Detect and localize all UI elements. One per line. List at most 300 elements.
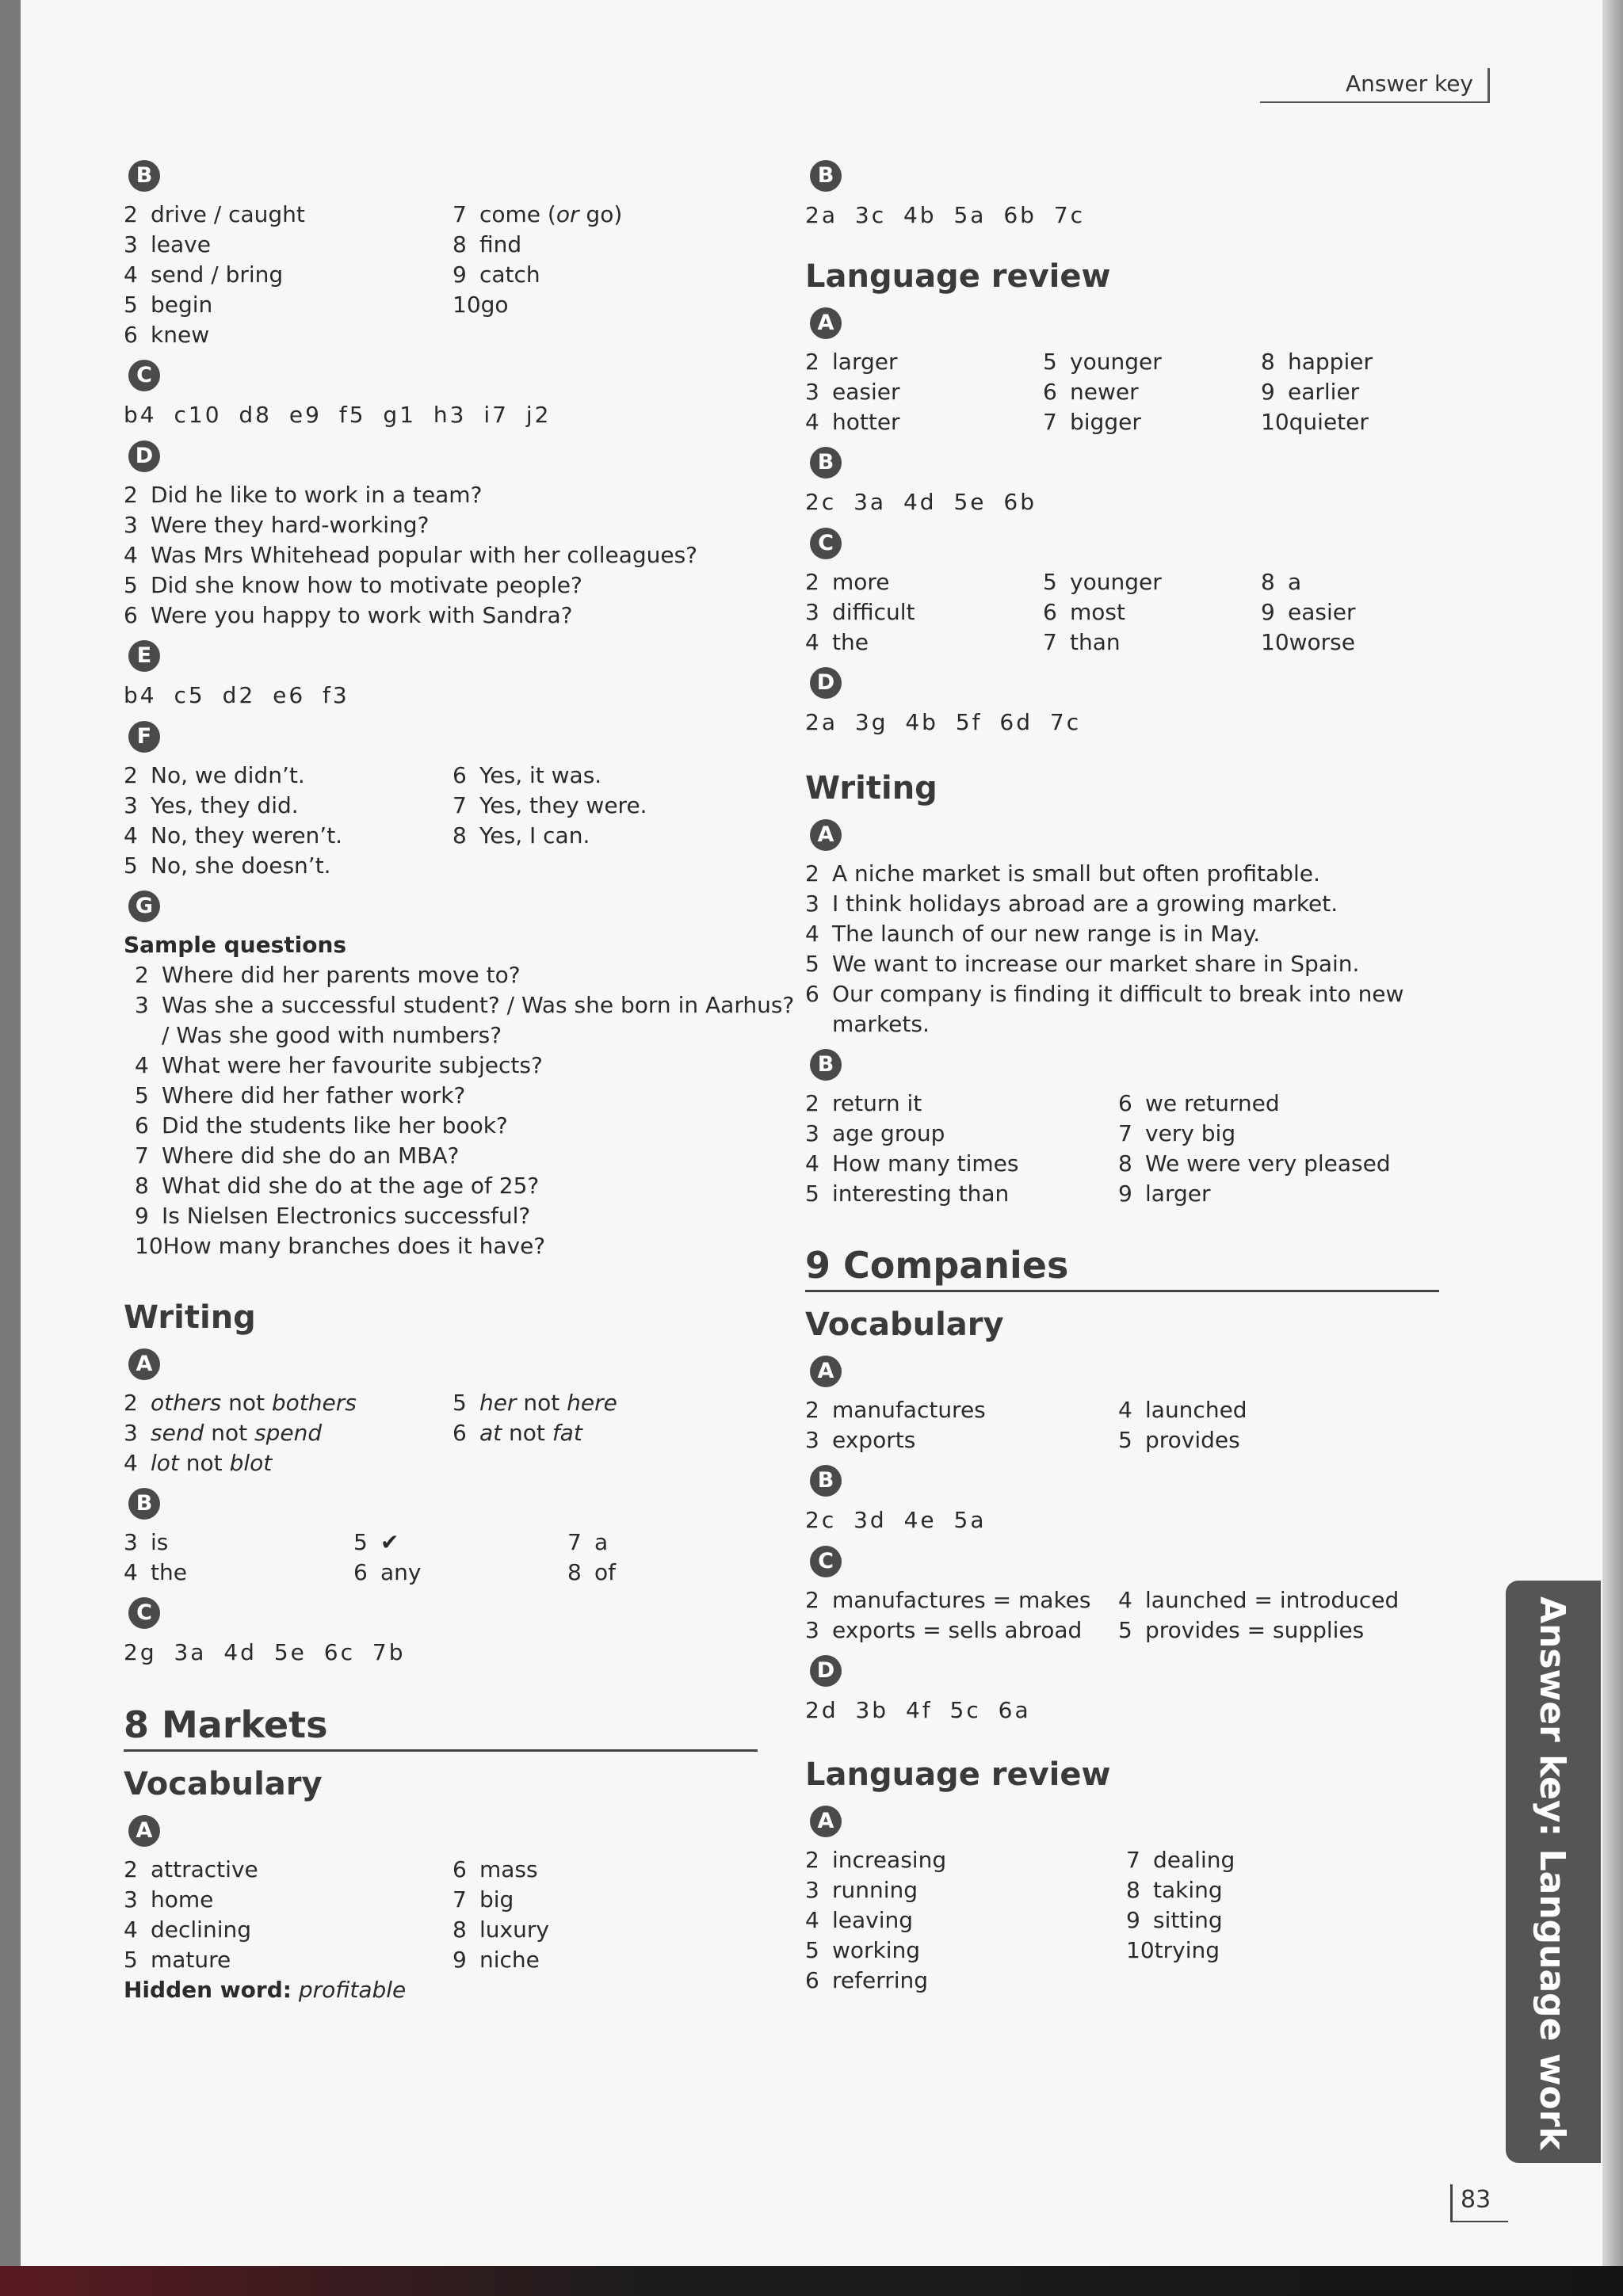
answer-line xyxy=(135,1231,758,1261)
subheading: Sample questions xyxy=(124,932,347,958)
item-number: 2 xyxy=(124,201,138,227)
exercise-marker: F xyxy=(128,721,160,753)
item-number: 9 xyxy=(453,261,467,288)
answer-line xyxy=(805,889,1439,919)
item-number: 9 xyxy=(135,1203,149,1229)
writing-a-grid xyxy=(124,1388,758,1478)
answer-text: / Was she good with numbers? xyxy=(162,1022,502,1048)
answer-text: a xyxy=(594,1529,609,1555)
answer-text: taking xyxy=(1153,1877,1223,1903)
answer-text: is xyxy=(151,1529,169,1555)
item-number: 7 xyxy=(567,1529,582,1555)
answer-line xyxy=(135,960,758,990)
writing-b-grid xyxy=(805,1089,1439,1209)
answer-line xyxy=(453,1915,758,1945)
answer-text: What did she do at the age of 25? xyxy=(162,1173,540,1199)
exercise-marker: A xyxy=(810,819,842,851)
unit-heading: 8 Markets xyxy=(124,1700,758,1752)
right-column xyxy=(805,151,1439,1996)
item-number: 3 xyxy=(124,792,138,818)
exercise-f-grid xyxy=(124,761,758,881)
answer-text: exports = sells abroad xyxy=(832,1617,1083,1643)
item-number: 4 xyxy=(805,1907,819,1933)
item-number: 5 xyxy=(124,852,138,879)
item-number: 4 xyxy=(1118,1587,1132,1613)
answer-line xyxy=(1118,1149,1439,1179)
item-number: 4 xyxy=(124,1450,138,1476)
item-number: 2 xyxy=(805,1090,819,1116)
hidden-word-value: profitable xyxy=(298,1977,407,2003)
answer-text: niche xyxy=(479,1947,540,1973)
answer-text: No, we didn’t. xyxy=(151,762,305,788)
item-number: 5 xyxy=(1043,349,1057,375)
answer-text: Our company is finding it difficult to break into new xyxy=(832,981,1404,1007)
answer-column xyxy=(453,200,758,350)
item-number: 8 xyxy=(1126,1877,1140,1903)
answer-text: return it xyxy=(832,1090,922,1116)
answer-line xyxy=(1118,1585,1439,1615)
answer-text: worse xyxy=(1289,629,1355,655)
answer-line xyxy=(124,791,453,821)
item-number: 7 xyxy=(135,1142,149,1169)
item-number: 4 xyxy=(1118,1397,1132,1423)
answer-line xyxy=(805,347,1043,377)
answer-line xyxy=(453,200,758,230)
answer-text: big xyxy=(479,1886,514,1913)
side-tab xyxy=(1506,1581,1601,2163)
item-number: 5 xyxy=(805,1937,819,1963)
item-number: 7 xyxy=(1126,1847,1140,1873)
answer-line xyxy=(135,1141,758,1171)
answer-list xyxy=(124,480,758,631)
answer-line xyxy=(135,1111,758,1141)
item-number: 8 xyxy=(1261,569,1275,595)
answer-line xyxy=(567,1558,758,1588)
inline-answers: 2a 3g 4b 5f 6d 7c xyxy=(805,709,1082,735)
answer-line xyxy=(805,859,1439,889)
answer-line xyxy=(1126,1905,1439,1936)
exercise-marker: C xyxy=(128,1597,160,1629)
answer-line xyxy=(1126,1845,1439,1875)
separator-word: not xyxy=(228,1390,265,1416)
answer-column xyxy=(567,1527,758,1588)
item-number: 7 xyxy=(1118,1120,1132,1146)
answer-line xyxy=(805,1845,1126,1875)
vocab-a-grid xyxy=(805,1395,1439,1455)
wrong-word: here xyxy=(567,1390,617,1416)
vocab-c-grid xyxy=(805,1585,1439,1646)
exercise-marker: C xyxy=(810,1546,842,1577)
answer-column xyxy=(124,1527,353,1588)
answer-text: drive / caught xyxy=(151,201,305,227)
answer-text: luxury xyxy=(479,1917,549,1943)
item-number: 3 xyxy=(124,1529,138,1555)
answer-text: We were very pleased xyxy=(1145,1150,1391,1177)
item-number: 9 xyxy=(1261,379,1275,405)
lang-review-a-grid xyxy=(805,1845,1439,1996)
answer-line xyxy=(453,1945,758,1975)
answer-column xyxy=(453,761,758,881)
answer-text: of xyxy=(594,1559,616,1585)
correct-word: send xyxy=(151,1420,204,1446)
item-number: 4 xyxy=(124,1917,138,1943)
answer-line xyxy=(805,407,1043,437)
answer-text: send / bring xyxy=(151,261,284,288)
answer-text: Yes, they did. xyxy=(151,792,299,818)
answer-text: knew xyxy=(151,322,210,348)
answer-line xyxy=(1261,567,1439,597)
vocab-a-grid xyxy=(124,1855,758,1975)
answer-text: We want to increase our market share in Spain. xyxy=(832,951,1360,977)
lang-review-c-grid xyxy=(805,567,1439,658)
answer-text: No, she doesn’t. xyxy=(151,852,331,879)
item-number: 2 xyxy=(805,1397,819,1423)
answer-column xyxy=(453,1855,758,1975)
item-number: 3 xyxy=(805,599,819,625)
answer-text: Where did her father work? xyxy=(162,1082,466,1108)
answer-line xyxy=(124,1558,353,1588)
item-number: 3 xyxy=(124,1420,138,1446)
answer-line xyxy=(805,1179,1118,1209)
answer-text: home xyxy=(151,1886,214,1913)
answer-line xyxy=(805,1119,1118,1149)
unit-heading: 9 Companies xyxy=(805,1241,1439,1292)
answer-text: launched xyxy=(1145,1397,1247,1423)
answer-line xyxy=(1118,1089,1439,1119)
answer-text: running xyxy=(832,1877,918,1903)
answer-line xyxy=(805,567,1043,597)
answer-column xyxy=(1126,1845,1439,1996)
answer-text: Were you happy to work with Sandra? xyxy=(151,602,573,628)
answer-line xyxy=(135,1020,758,1051)
answer-line xyxy=(124,851,453,881)
answer-line xyxy=(353,1527,567,1558)
answer-column xyxy=(1043,347,1261,437)
item-number: 5 xyxy=(135,1082,149,1108)
item-number: 5 xyxy=(805,1180,819,1207)
answer-line xyxy=(124,1855,453,1885)
answer-text: dealing xyxy=(1153,1847,1235,1873)
item-number: 2 xyxy=(124,762,138,788)
answer-text: declining xyxy=(151,1917,251,1943)
left-column xyxy=(124,151,795,2005)
answer-text: How many branches does it have? xyxy=(162,1233,546,1259)
wrong-word: bothers xyxy=(271,1390,357,1416)
answer-text: launched = introduced xyxy=(1145,1587,1400,1613)
answer-line xyxy=(1118,1615,1439,1646)
item-number: 5 xyxy=(1118,1427,1132,1453)
item-number: 2 xyxy=(124,482,138,508)
inline-answers: b4 c5 d2 e6 f3 xyxy=(124,682,349,708)
item-number: 5 xyxy=(124,292,138,318)
answer-line xyxy=(805,627,1043,658)
answer-text: provides = supplies xyxy=(1145,1617,1365,1643)
answer-line xyxy=(805,1089,1118,1119)
answer-line xyxy=(124,1885,453,1915)
item-number: 5 xyxy=(124,572,138,598)
separator-word: not xyxy=(185,1450,223,1476)
item-number: 7 xyxy=(453,792,467,818)
answer-text: very big xyxy=(1145,1120,1236,1146)
item-number: 8 xyxy=(567,1559,582,1585)
item-number: 3 xyxy=(124,1886,138,1913)
item-number: 4 xyxy=(124,542,138,568)
item-number: 6 xyxy=(805,1967,819,1993)
answer-line xyxy=(805,919,1439,949)
answer-text: the xyxy=(151,1559,187,1585)
answer-line xyxy=(124,290,453,320)
answer-list xyxy=(124,960,795,1261)
answer-text: Were they hard-working? xyxy=(151,512,430,538)
page-edge-shadow xyxy=(1602,0,1623,2266)
exercise-marker: A xyxy=(810,307,842,339)
exercise-marker: C xyxy=(810,528,842,559)
hidden-word-label: Hidden word: xyxy=(124,1977,292,2003)
item-number: 5 xyxy=(453,1390,467,1416)
answer-line xyxy=(453,1855,758,1885)
answer-text: catch xyxy=(479,261,540,288)
answer-line xyxy=(124,1915,453,1945)
answer-line xyxy=(453,1418,758,1448)
answer-line xyxy=(805,1009,1439,1039)
answer-column xyxy=(1118,1585,1439,1646)
answer-column xyxy=(1043,567,1261,658)
answer-text: ✔ xyxy=(380,1529,399,1555)
answer-line xyxy=(1118,1179,1439,1209)
answer-line xyxy=(453,1388,758,1418)
correct-word: lot xyxy=(151,1450,179,1476)
answer-text: provides xyxy=(1145,1427,1240,1453)
answer-line xyxy=(124,1388,453,1418)
writing-b-grid xyxy=(124,1527,758,1588)
side-tab-label: Answer key: Language work xyxy=(1532,1596,1572,2150)
item-number: 6 xyxy=(353,1559,368,1585)
answer-text: happier xyxy=(1288,349,1373,375)
exercise-marker: B xyxy=(810,447,842,479)
item-number: 4 xyxy=(805,921,819,947)
answer-line xyxy=(453,791,758,821)
answer-text: larger xyxy=(1145,1180,1211,1207)
section-heading: Writing xyxy=(124,1299,256,1336)
answer-line xyxy=(805,1585,1118,1615)
answer-text: Was Mrs Whitehead popular with her colleagues? xyxy=(151,542,698,568)
answer-text: most xyxy=(1070,599,1125,625)
answer-column xyxy=(805,1845,1126,1996)
item-number: 4 xyxy=(805,1150,819,1177)
answer-text: find xyxy=(479,231,522,257)
item-number: 3 xyxy=(124,512,138,538)
answer-line xyxy=(353,1558,567,1588)
item-number: 10 xyxy=(453,292,481,318)
answer-text: younger xyxy=(1070,569,1162,595)
answer-line xyxy=(124,1448,453,1478)
answer-text: hotter xyxy=(832,409,900,435)
section-heading: Writing xyxy=(805,770,938,807)
answer-line xyxy=(805,1936,1126,1966)
answer-line xyxy=(135,1201,758,1231)
answer-text: Is Nielsen Electronics successful? xyxy=(162,1203,531,1229)
answer-text: No, they weren’t. xyxy=(151,822,343,849)
item-number: 6 xyxy=(1118,1090,1132,1116)
item-number: 10 xyxy=(135,1233,163,1259)
answer-line xyxy=(1043,597,1261,627)
answer-line xyxy=(453,290,758,320)
item-number: 9 xyxy=(1126,1907,1140,1933)
exercise-marker: B xyxy=(810,1465,842,1497)
separator-word: not xyxy=(211,1420,248,1446)
item-number: 6 xyxy=(453,762,467,788)
item-number: 2 xyxy=(124,1390,138,1416)
answer-line xyxy=(135,1081,758,1111)
answer-text: larger xyxy=(832,349,898,375)
exercise-marker: B xyxy=(810,1049,842,1081)
item-number: 7 xyxy=(453,201,467,227)
correct-word: at xyxy=(479,1420,502,1446)
answer-line xyxy=(1118,1119,1439,1149)
answer-text: Where did her parents move to? xyxy=(162,962,521,988)
hidden-word-line xyxy=(124,1975,758,2005)
answer-line xyxy=(135,1171,758,1201)
exercise-marker: A xyxy=(810,1806,842,1837)
answer-line xyxy=(805,1395,1118,1425)
answer-line xyxy=(124,510,758,540)
item-number: 6 xyxy=(805,981,819,1007)
answer-line xyxy=(124,320,453,350)
answer-column xyxy=(124,761,453,881)
answer-line xyxy=(805,1149,1118,1179)
answer-line xyxy=(1261,407,1439,437)
item-number: 8 xyxy=(453,822,467,849)
item-number: 10 xyxy=(1126,1937,1155,1963)
answer-line xyxy=(1043,377,1261,407)
item-number: 5 xyxy=(124,1947,138,1973)
inline-answers: 2c 3d 4e 5a xyxy=(805,1507,987,1533)
answer-column xyxy=(805,567,1043,658)
answer-text: I think holidays abroad are a growing market. xyxy=(832,891,1338,917)
answer-text: mass xyxy=(479,1856,538,1882)
answer-text: a xyxy=(1288,569,1302,595)
item-number: 4 xyxy=(124,261,138,288)
item-number: 5 xyxy=(1118,1617,1132,1643)
exercise-marker: A xyxy=(128,1815,160,1847)
inline-answers: 2d 3b 4f 5c 6a xyxy=(805,1697,1031,1723)
separator-word: not xyxy=(509,1420,545,1446)
answer-line xyxy=(1261,597,1439,627)
answer-column xyxy=(1118,1395,1439,1455)
answer-line xyxy=(805,1905,1126,1936)
item-number: 8 xyxy=(1261,349,1275,375)
answer-line xyxy=(124,200,453,230)
answer-text: A niche market is small but often profitable. xyxy=(832,860,1320,887)
inline-answers: b4 c10 d8 e9 f5 g1 h3 i7 j2 xyxy=(124,402,552,428)
answer-text: trying xyxy=(1154,1937,1220,1963)
answer-line xyxy=(805,1966,1126,1996)
answer-text: manufactures xyxy=(832,1397,986,1423)
item-number: 3 xyxy=(805,1617,819,1643)
item-number: 5 xyxy=(1043,569,1057,595)
item-number: 8 xyxy=(1118,1150,1132,1177)
item-number: 2 xyxy=(805,349,819,375)
inline-answers: 2g 3a 4d 5e 6c 7b xyxy=(124,1639,406,1665)
answer-line xyxy=(453,230,758,260)
inline-answers: 2a 3c 4b 5a 6b 7c xyxy=(805,202,1086,228)
correct-word: others xyxy=(151,1390,222,1416)
item-number: 2 xyxy=(805,569,819,595)
answer-line xyxy=(805,1425,1118,1455)
answer-line xyxy=(1118,1395,1439,1425)
item-number: 3 xyxy=(805,1877,819,1903)
answer-text: age group xyxy=(832,1120,945,1146)
item-number: 6 xyxy=(1043,599,1057,625)
wrong-word: spend xyxy=(254,1420,323,1446)
section-heading: Vocabulary xyxy=(124,1766,323,1802)
answer-line xyxy=(1043,407,1261,437)
answer-line xyxy=(453,761,758,791)
item-number: 5 xyxy=(353,1529,368,1555)
item-number: 2 xyxy=(805,1587,819,1613)
answer-text: mature xyxy=(151,1947,231,1973)
answer-text: attractive xyxy=(151,1856,258,1882)
exercise-marker: A xyxy=(810,1356,842,1387)
answer-text: leave xyxy=(151,231,211,257)
answer-column xyxy=(805,347,1043,437)
item-number: 7 xyxy=(453,1886,467,1913)
answer-line xyxy=(124,821,453,851)
answer-column xyxy=(124,200,453,350)
answer-text: quieter xyxy=(1289,409,1369,435)
answer-line xyxy=(1118,1425,1439,1455)
exercise-marker: G xyxy=(128,891,160,922)
item-number: 3 xyxy=(805,891,819,917)
answer-line xyxy=(567,1527,758,1558)
answer-column xyxy=(1118,1089,1439,1209)
answer-line xyxy=(124,1418,453,1448)
answer-text: leaving xyxy=(832,1907,914,1933)
answer-line xyxy=(124,1945,453,1975)
exercise-marker: A xyxy=(128,1348,160,1380)
answer-column xyxy=(124,1388,453,1478)
answer-text: earlier xyxy=(1288,379,1360,405)
answer-line xyxy=(1261,347,1439,377)
section-heading: Language review xyxy=(805,258,1111,295)
answer-line xyxy=(124,1527,353,1558)
item-number: 6 xyxy=(135,1112,149,1138)
answer-line xyxy=(135,1051,758,1081)
answer-line xyxy=(453,821,758,851)
exercise-marker: E xyxy=(128,640,160,672)
scan-bottom-strip xyxy=(0,2266,1623,2296)
answer-column xyxy=(805,1395,1118,1455)
answer-text: we returned xyxy=(1145,1090,1280,1116)
answer-line xyxy=(805,377,1043,407)
answer-text: exports xyxy=(832,1427,916,1453)
item-number: 2 xyxy=(805,860,819,887)
answer-text: Where did she do an MBA? xyxy=(162,1142,460,1169)
item-number: 8 xyxy=(453,231,467,257)
wrong-word: blot xyxy=(229,1450,273,1476)
item-number: 6 xyxy=(1043,379,1057,405)
item-number: 5 xyxy=(805,951,819,977)
answer-text: the xyxy=(832,629,869,655)
item-number: 4 xyxy=(124,822,138,849)
answer-text: than xyxy=(1070,629,1121,655)
answer-text: Did she know how to motivate people? xyxy=(151,572,582,598)
item-number: 2 xyxy=(135,962,149,988)
answer-column xyxy=(124,1855,453,1975)
answer-text: What were her favourite subjects? xyxy=(162,1052,543,1078)
answer-line xyxy=(805,597,1043,627)
answer-column xyxy=(1261,567,1439,658)
